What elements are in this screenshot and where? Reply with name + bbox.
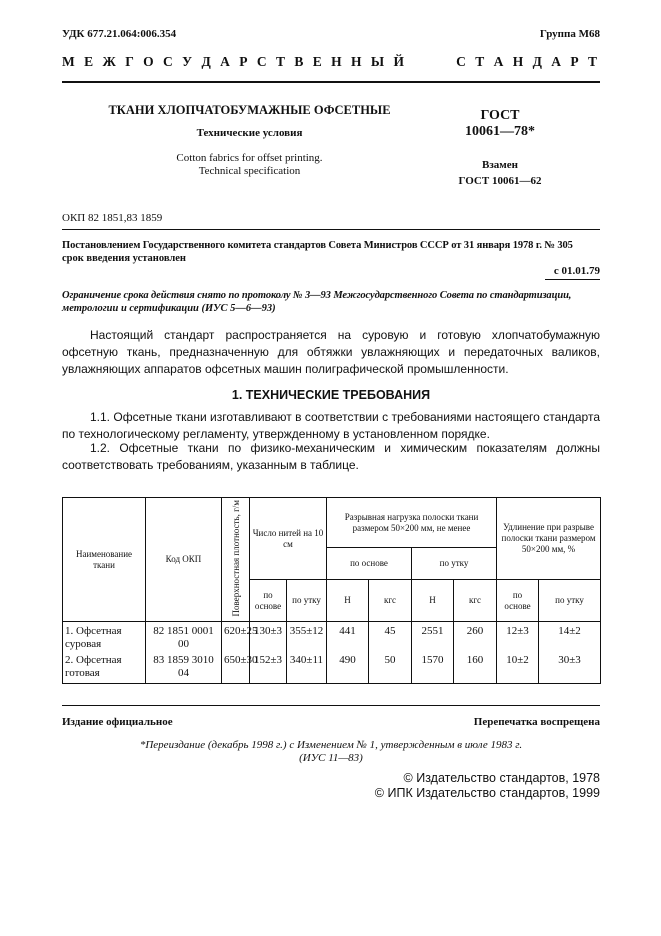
col-header-density — [222, 498, 250, 622]
row-density: 650±30 — [222, 651, 250, 684]
row-code: 82 1851 0001 00 — [146, 622, 222, 652]
english-title-line2: Technical specification — [198, 165, 301, 177]
break-weft-n-header: Н — [412, 580, 454, 622]
limitation-line1: Ограничение срока действия снято по протоколу № 3—93 Межгосударственного Совета по стандартизации, — [62, 290, 572, 301]
effective-date: с 01.01.79 — [553, 265, 600, 277]
table-row — [63, 622, 601, 652]
decree-line2: срок введения установлен — [62, 253, 186, 264]
group-code: Группа М68 — [539, 28, 600, 40]
row-name: 2. Офсетная готовая — [63, 651, 146, 684]
clause-1-1: 1.1. Офсетные ткани изготавливают в соответствии с требованиями настоящего стандарта по технологическому регламенту, утвержденному в установленном порядке. — [62, 410, 600, 441]
okp-code: ОКП 82 1851,83 1859 — [62, 212, 163, 224]
header-rule — [62, 81, 600, 83]
reissue-note-line2: (ИУС 11—83) — [299, 752, 363, 764]
row-density: 620±25 — [222, 622, 250, 652]
row-code: 83 1859 3010 04 — [146, 651, 222, 684]
udk-code: УДК 677.21.064:006.354 — [62, 28, 177, 40]
break-weft-header: по утку — [412, 548, 497, 580]
official-edition: Издание официальное — [62, 716, 173, 728]
banner-standard: С Т А Н Д А Р Т — [456, 54, 600, 69]
gost-number: 10061—78* — [465, 124, 535, 139]
elong-warp-header: по основе — [497, 580, 539, 622]
col-header-threads: Число нитей на 10 см — [250, 498, 327, 580]
reprint-prohibited: Перепечатка воспрещена — [473, 716, 600, 728]
col-header-elongation: Удлинение при разрыве полоски ткани размером 50×200 мм, % — [497, 498, 601, 580]
effective-date-rule — [545, 279, 600, 280]
break-warp-n-header: Н — [327, 580, 369, 622]
row-weft-n: 1570 — [412, 651, 454, 684]
section-title: 1. ТЕХНИЧЕСКИЕ ТРЕБОВАНИЯ — [231, 388, 431, 402]
row-weft-kgs: 160 — [454, 651, 497, 684]
row-warp-kgs: 50 — [369, 651, 412, 684]
requirements-table — [62, 497, 601, 684]
replaces-label: Взамен — [482, 159, 518, 171]
copyright-1978: © Издательство стандартов, 1978 — [403, 771, 600, 785]
row-threads-warp: 130±3 — [250, 622, 287, 652]
gost-label: ГОСТ — [480, 108, 520, 123]
okp-rule — [62, 229, 600, 230]
col-header-break: Разрывная нагрузка полоски ткани размером 50×200 мм, не менее — [327, 498, 497, 548]
col-header-code: Код ОКП — [146, 498, 222, 622]
break-warp-header: по основе — [327, 548, 412, 580]
english-title-line1: Cotton fabrics for offset printing. — [176, 152, 323, 164]
limitation-line2: метрологии и сертификации (ИУС 5—6—93) — [62, 303, 276, 314]
row-threads-weft: 355±12 — [287, 622, 327, 652]
break-warp-kgs-header: кгс — [369, 580, 412, 622]
row-weft-n: 2551 — [412, 622, 454, 652]
row-elong-weft: 14±2 — [539, 622, 601, 652]
row-name: 1. Офсетная суровая — [63, 622, 146, 652]
row-warp-n: 441 — [327, 622, 369, 652]
row-warp-kgs: 45 — [369, 622, 412, 652]
row-threads-weft: 340±11 — [287, 651, 327, 684]
row-elong-weft: 30±3 — [539, 651, 601, 684]
intro-paragraph: Настоящий стандарт распространяется на суровую и готовую хлопчатобумажную офсетную ткань, предназначенную для обтяжки увлажняющих и передаточных валиков, увлажняющих аппаратов офсетных машин полиграфической промышленности. — [62, 328, 600, 376]
row-weft-kgs: 260 — [454, 622, 497, 652]
replaces-number: ГОСТ 10061—62 — [458, 175, 542, 187]
row-elong-warp: 12±3 — [497, 622, 539, 652]
density-header-text: Поверхностная плотность, г/м — [230, 500, 241, 617]
banner-interstate: М Е Ж Г О С У Д А Р С Т В Е Н Н Ы Й — [62, 54, 408, 69]
row-threads-warp: 152±3 — [250, 651, 287, 684]
col-header-name: Наименование ткани — [63, 498, 146, 622]
break-weft-kgs-header: кгс — [454, 580, 497, 622]
document-title: ТКАНИ ХЛОПЧАТОБУМАЖНЫЕ ОФСЕТНЫЕ — [108, 103, 391, 117]
row-warp-n: 490 — [327, 651, 369, 684]
elong-weft-header: по утку — [539, 580, 601, 622]
threads-warp-header: по основе — [250, 580, 287, 622]
copyright-1999: © ИПК Издательство стандартов, 1999 — [374, 786, 600, 800]
row-elong-warp: 10±2 — [497, 651, 539, 684]
threads-weft-header: по утку — [287, 580, 327, 622]
decree-line1: Постановлением Государственного комитета стандартов Совета Министров СССР от 31 января 1978 г. № 305 — [62, 240, 573, 251]
document-subtitle: Технические условия — [196, 127, 303, 139]
footer-rule — [62, 705, 600, 706]
clause-1-2: 1.2. Офсетные ткани по физико-механическим и химическим показателям должны соответствовать требованиям, указанным в таблице. — [62, 441, 600, 472]
reissue-note-line1: *Переиздание (декабрь 1998 г.) с Изменением № 1, утвержденным в июле 1983 г. — [139, 739, 523, 751]
table-row — [63, 651, 601, 684]
